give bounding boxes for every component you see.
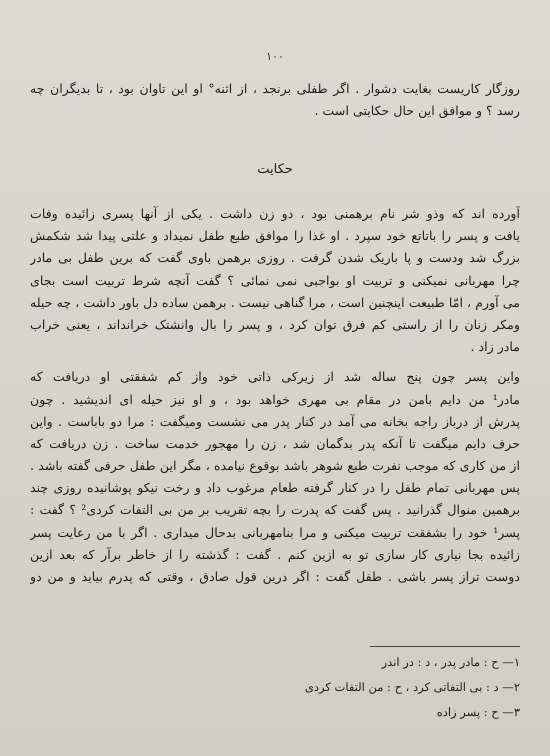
text-line: آورده اند که وذو شر نام برهمنی بود ، دو زن داشت . یکی از آنها پسری زائیده وفات: [30, 206, 520, 221]
paragraph: [30, 203, 520, 358]
paragraph: [30, 366, 520, 588]
text-line: بزرگ شد ودست و پا باریک شدن گرفت . روزی برهمن باوی گفت که برین طفل بی مادر: [30, 250, 520, 266]
text-line: واین پسر چون پنج ساله شد از زیرکی ذاتی خود واز کم شفقتی او دریافت که: [30, 369, 520, 385]
text-line: مادر زاد .: [470, 339, 520, 355]
text-line: از من کاری که موجب نفرت طبع شوهر باشد بوقوع نیامده ، مگر این طفل حرفی گفته باشد .: [30, 458, 520, 474]
text-line: می آورم ، امّا طبیعت اینچنین است ، مرا گناهی نیست . برهمن ساده دل باور داشت ، چه حیله: [30, 294, 520, 310]
text-line: برهمین منوال گذرانید . پس گفت که پدرت را بچه تقریب بر من بی التفات کردی² ؟ گفت :: [30, 502, 520, 518]
footnote: ۱— ح : مادر پدر ، د : در اندر: [381, 655, 520, 669]
paragraph-gap: [30, 358, 520, 366]
text-line: ومکر زنان را از راستی کم فرق توان کرد ، و پسر را بال وانشتک خرانداند ، یعنی خراب: [30, 316, 520, 332]
footnote: ۳— ح : پسر زاده: [436, 705, 520, 719]
text-line: پسر¹ خود را بشفقت تربیت میکنی و مرا بنامهربانی بدحال میداری . اگر با من رعایت پسر: [30, 524, 520, 540]
story-body: [30, 203, 520, 588]
text-line: چرا مهربانی نمیکنی و تربیت او بواجبی نمی نمائی ؟ گفت آنچه شرط تربیت است بجای: [30, 272, 520, 288]
text-line: زائیده بجا نیاری کار سازی تو به ازین کنم . گفت : گذشته را از خاطر برآر که بعد ازین: [30, 546, 520, 562]
text-line: دوست تراز پسر باشی . طفل گفت : اگر درین قول صادق ، وقتی که پدرم بیاید و من دو: [30, 569, 520, 584]
text-line: پدرش از درباز راجه بخانه می آمد در کنار پدر می نشست ومیگفت : مرا دو باباست . واین: [30, 413, 520, 429]
intro-paragraph: [30, 78, 520, 122]
text-line: روزگار کاریست بغایت دشوار . اگر طفلی برنجد ، از اثنه° او این تاوان بود ، تا بدیگران چه: [30, 81, 520, 96]
footnotes: [220, 650, 520, 725]
text-line: مادر¹ من دایم بامن در مقام بی مهری خواهد بود ، و او نیز حیله ای اندیشید . چون: [30, 391, 520, 407]
section-heading: حکایت: [257, 162, 293, 177]
page-number: ۱۰۰: [266, 50, 284, 63]
text-line: پس مهربانی تمام طفل را در کنار گرفته طعام مرغوب داد و رخت نیکو پوشانیده روزی چند: [30, 480, 520, 496]
text-line: یافت و پسر را باتاتع خود سپرد . او غذا را موافق طبع طفل نمیداد و علتی پیدا شد شکمش: [30, 228, 520, 244]
footnote: ۲— د : بی التفاتی کرد ، ح : من التفات کردی: [304, 680, 520, 694]
text-line: حرف دایم میگفت تا آنکه پدر بدگمان شد ، زن را مهجور خدمت ساخت . زن دریافت که: [30, 435, 520, 451]
footnote-separator: [370, 646, 520, 647]
text-line: رسد ؟ و موافق این حال حکایتی است .: [314, 103, 520, 119]
